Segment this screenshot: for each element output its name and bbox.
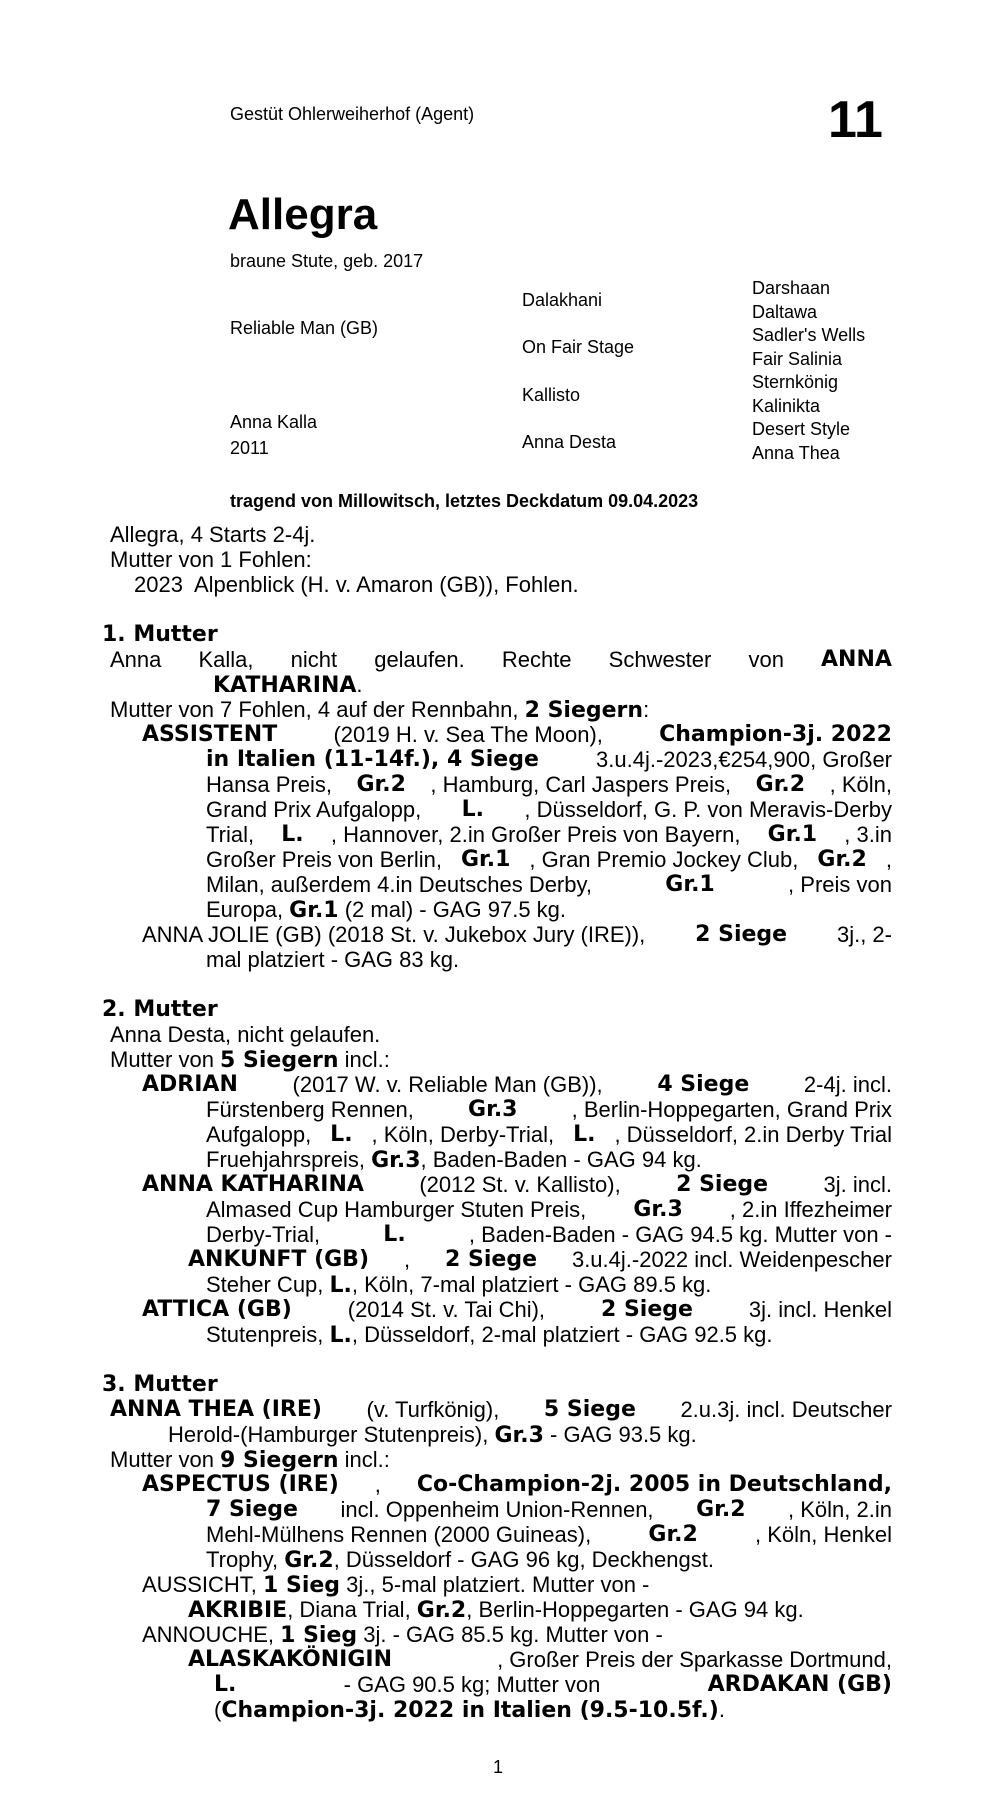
pedigree-dam-dam: Anna Desta xyxy=(522,432,617,452)
race-record: Allegra, 4 Starts 2-4j. xyxy=(110,522,316,547)
pedigree-sire-sire: Dalakhani xyxy=(522,290,603,310)
aussicht-line xyxy=(142,1572,649,1598)
text: , Baden-Baden - GAG 94.5 kg. Mutter von - xyxy=(468,1222,892,1247)
text: 9 Siegern xyxy=(220,1448,339,1473)
text: L. xyxy=(329,1323,352,1348)
text: (2 mal) - GAG 97.5 kg. xyxy=(338,897,567,922)
text: , 2.in Iffezheimer xyxy=(729,1197,892,1222)
anna-katharina-line1 xyxy=(142,1172,892,1197)
anna-thea-line2 xyxy=(168,1422,697,1448)
text: , Preis von xyxy=(788,872,892,897)
text: 7 Siege xyxy=(206,1497,298,1522)
pedigree-g3-3: Sadler's Wells xyxy=(752,325,866,345)
assistent-line1 xyxy=(142,722,892,747)
text: ARDAKAN (GB) xyxy=(707,1672,892,1697)
dam1-line1 xyxy=(110,647,892,672)
text: ANKUNFT (GB) xyxy=(188,1247,370,1272)
pedigree-g3-8: Anna Thea xyxy=(752,443,840,463)
text: Almased Cup Hamburger Stuten Preis, xyxy=(206,1197,587,1222)
assistent-line5 xyxy=(206,822,892,847)
pedigree-sire: Reliable Man (GB) xyxy=(230,318,379,338)
text: , Köln, Henkel xyxy=(755,1522,892,1547)
text: , Köln, 7-mal platziert - GAG 89.5 kg. xyxy=(351,1272,712,1297)
word: nicht xyxy=(290,647,338,672)
text: Gr.1 xyxy=(665,872,715,897)
text: ANNA JOLIE (GB) (2018 St. v. Jukebox Jury (IRE)), xyxy=(142,922,646,947)
text: : xyxy=(643,697,650,722)
text: 3j. - GAG 85.5 kg. Mutter von - xyxy=(357,1622,663,1647)
pedigree-g3-2: Daltawa xyxy=(752,302,818,322)
assistent-line7 xyxy=(206,872,892,897)
text: , Köln, 2.in xyxy=(788,1497,892,1522)
text: Gr.2 xyxy=(696,1497,746,1522)
text: Gr.2 xyxy=(356,772,406,797)
horse-description: braune Stute, geb. 2017 xyxy=(230,251,424,271)
foals-line: Mutter von 1 Fohlen: xyxy=(110,547,312,572)
word: gelaufen. xyxy=(374,647,465,672)
text: L. xyxy=(573,1122,596,1147)
pedigree-dam-sire: Kallisto xyxy=(522,385,581,405)
anna-katharina-line3 xyxy=(206,1222,892,1247)
text: Herold-(Hamburger Stutenpreis), xyxy=(168,1422,495,1447)
foal-2023: 2023 Alpenblick (H. v. Amaron (GB)), Fohlen. xyxy=(134,572,579,597)
word: Anna xyxy=(110,647,162,672)
section-heading-dam1: 1. Mutter xyxy=(102,622,218,647)
text: 2 Siege xyxy=(600,1297,693,1322)
horse-name: Allegra xyxy=(228,190,378,239)
text: incl.: xyxy=(338,1447,390,1472)
pedigree-g3-4: Fair Salinia xyxy=(752,349,843,369)
text: Gr.3 xyxy=(468,1097,518,1122)
text: Gr.2 xyxy=(648,1522,698,1547)
anna-jolie-line2: mal platziert - GAG 83 kg. xyxy=(206,947,460,972)
text: - GAG 93.5 kg. xyxy=(543,1422,697,1447)
punct: . xyxy=(356,672,363,697)
text: incl. Oppenheim Union-Rennen, xyxy=(340,1497,654,1522)
text: Fruehjahrspreis, xyxy=(206,1147,372,1172)
anna-jolie-line1 xyxy=(142,922,892,947)
text: 3j., 5-mal platziert. Mutter von - xyxy=(340,1572,650,1597)
text: , Düsseldorf, 2-mal platziert - GAG 92.5 kg. xyxy=(351,1322,773,1347)
pedigree-sire-dam: On Fair Stage xyxy=(522,337,635,357)
attica-line2 xyxy=(206,1322,773,1348)
text: 2-4j. incl. xyxy=(803,1072,892,1097)
text: , Großer Preis der Sparkasse Dortmund, xyxy=(497,1647,892,1672)
word: von xyxy=(748,647,784,672)
text: 5 Siege xyxy=(543,1397,636,1422)
text: 3j. incl. Henkel xyxy=(748,1297,892,1322)
text: 2.u.3j. incl. Deutscher xyxy=(680,1397,892,1422)
text: 2 Siege xyxy=(445,1247,537,1272)
text: , Düsseldorf, G. P. von Meravis-Derby xyxy=(524,797,892,822)
text: 3.u.4j.-2023,€254,900, Großer xyxy=(596,747,892,772)
text: , Gran Premio Jockey Club, xyxy=(529,847,799,872)
pedigree-g3-1: Darshaan xyxy=(752,278,831,298)
page-number: 1 xyxy=(493,1757,504,1777)
pedigree-g3-7: Desert Style xyxy=(752,419,851,439)
text: Mutter von xyxy=(110,1047,221,1072)
text: (v. Turfkönig), xyxy=(366,1397,500,1422)
ankunft-line1 xyxy=(188,1247,892,1272)
sibling-name: KATHARINA xyxy=(213,673,357,698)
text: 3.u.4j.-2022 incl. Weidenpescher xyxy=(571,1247,892,1272)
alaskakoenigin-line2 xyxy=(214,1672,892,1697)
aspectus-line2 xyxy=(206,1497,892,1522)
text: Mutter von xyxy=(110,1447,221,1472)
text: (2019 H. v. Sea The Moon), xyxy=(333,722,603,747)
pedigree-dam-year: 2011 xyxy=(230,438,269,458)
text: , Hamburg, Carl Jaspers Preis, xyxy=(430,772,732,797)
text: Gr.2 xyxy=(755,772,806,797)
text: ADRIAN xyxy=(142,1072,238,1097)
assistent-line3 xyxy=(206,772,892,797)
text: L. xyxy=(281,822,304,847)
text: L. xyxy=(383,1222,406,1247)
lot-number: 11 xyxy=(828,91,883,149)
dam2-produce-line xyxy=(110,1047,390,1073)
text: Co-Champion-2j. 2005 in Deutschland, xyxy=(416,1472,892,1497)
consignor: Gestüt Ohlerweiherhof (Agent) xyxy=(230,104,475,124)
text: , xyxy=(885,847,892,872)
text: Trophy, xyxy=(206,1547,285,1572)
text: Gr.1 xyxy=(289,898,339,923)
text: 3j. incl. xyxy=(823,1172,892,1197)
text: Europa, xyxy=(206,897,290,922)
text: Gr.3 xyxy=(494,1423,544,1448)
alaskakoenigin-line3 xyxy=(214,1697,725,1723)
dam2-line1: Anna Desta, nicht gelaufen. xyxy=(110,1022,381,1047)
text: Gr.1 xyxy=(767,822,818,847)
text: , Hannover, 2.in Großer Preis von Bayern, xyxy=(330,822,741,847)
text: , Berlin-Hoppegarten - GAG 94 kg. xyxy=(466,1597,804,1622)
text: Aufgalopp, xyxy=(206,1122,312,1147)
text: , Düsseldorf - GAG 96 kg, Deckhengst. xyxy=(333,1547,714,1572)
adrian-line2 xyxy=(206,1097,892,1122)
text: , 3.in xyxy=(844,822,892,847)
text: ASSISTENT xyxy=(142,722,278,747)
anna-thea-line1 xyxy=(110,1397,892,1422)
text: , Köln, Derby-Trial, xyxy=(371,1122,555,1147)
text: 2 Siege xyxy=(695,922,788,947)
text: L. xyxy=(330,1122,353,1147)
text: 3j., 2- xyxy=(836,922,892,947)
text: Fürstenberg Rennen, xyxy=(206,1097,414,1122)
alaskakoenigin-line1 xyxy=(188,1647,892,1672)
text: (2017 W. v. Reliable Man (GB)), xyxy=(292,1072,603,1097)
text: Derby-Trial, xyxy=(206,1222,321,1247)
text: ANNA KATHARINA xyxy=(142,1172,364,1197)
text: Gr.2 xyxy=(284,1548,334,1573)
text: , xyxy=(374,1472,381,1497)
text: 2 Siege xyxy=(676,1172,769,1197)
text: (2014 St. v. Tai Chi), xyxy=(347,1297,546,1322)
text: , Berlin-Hoppegarten, Grand Prix xyxy=(571,1097,892,1122)
text: Steher Cup, xyxy=(206,1272,330,1297)
text: , Köln, xyxy=(829,772,892,797)
pedigree-g3-6: Kalinikta xyxy=(752,396,821,416)
word: Rechte xyxy=(501,647,572,672)
ankunft-line2 xyxy=(206,1272,711,1298)
adrian-line4 xyxy=(206,1147,702,1173)
text: Mehl-Mülhens Rennen (2000 Guineas), xyxy=(206,1522,592,1547)
text: , Baden-Baden - GAG 94 kg. xyxy=(420,1147,702,1172)
aspectus-line1 xyxy=(142,1472,892,1497)
section-heading-dam3: 3. Mutter xyxy=(102,1372,218,1397)
dam1-line2 xyxy=(213,672,363,698)
text: ANNOUCHE, xyxy=(142,1622,281,1647)
text: ( xyxy=(214,1697,222,1722)
pedigree-dam: Anna Kalla xyxy=(230,412,318,432)
text: L. xyxy=(329,1273,352,1298)
text: , xyxy=(403,1247,411,1272)
word: Schwester xyxy=(608,647,712,672)
text: in Italien (11-14f.), 4 Siege xyxy=(206,747,539,772)
word: ANNA xyxy=(821,647,892,672)
text: incl.: xyxy=(338,1047,390,1072)
text: Stutenpreis, xyxy=(206,1322,330,1347)
word: Kalla, xyxy=(198,647,254,672)
text: Grand Prix Aufgalopp, xyxy=(206,797,422,822)
text: 2 Siegern xyxy=(524,698,644,723)
text: , Düsseldorf, 2.in Derby Trial xyxy=(614,1122,892,1147)
aspectus-line3 xyxy=(206,1522,892,1547)
text: ASPECTUS (IRE) xyxy=(142,1472,339,1497)
text: Hansa Preis, xyxy=(206,772,332,797)
assistent-line4 xyxy=(206,797,892,822)
text: ALASKAKÖNIGIN xyxy=(188,1647,393,1672)
text: AUSSICHT, xyxy=(142,1572,264,1597)
text: L. xyxy=(461,797,485,822)
text: Gr.3 xyxy=(371,1148,421,1173)
text: Mutter von 7 Fohlen, 4 auf der Rennbahn, xyxy=(110,697,525,722)
aspectus-line4 xyxy=(206,1547,714,1573)
text: 4 Siege xyxy=(657,1072,750,1097)
assistent-line8 xyxy=(206,897,566,923)
akribie-line xyxy=(188,1597,804,1623)
text: 1 Sieg xyxy=(280,1623,358,1648)
anna-katharina-line2 xyxy=(206,1197,892,1222)
dam3-produce-line xyxy=(110,1447,390,1473)
text: Gr.3 xyxy=(633,1197,683,1222)
text: ATTICA (GB) xyxy=(142,1297,292,1322)
text: 5 Siegern xyxy=(220,1048,339,1073)
dam1-produce-line xyxy=(110,697,649,723)
text: AKRIBIE xyxy=(188,1598,288,1623)
text: Champion-3j. 2022 in Italien (9.5-10.5f.) xyxy=(221,1698,719,1723)
pedigree-g3-5: Sternkönig xyxy=(752,372,839,392)
text: Milan, außerdem 4.in Deutsches Derby, xyxy=(206,872,592,897)
text: Champion-3j. 2022 xyxy=(659,722,892,747)
attica-line1 xyxy=(142,1297,892,1322)
annouche-line xyxy=(142,1622,663,1648)
adrian-line3 xyxy=(206,1122,892,1147)
text: - GAG 90.5 kg; Mutter von xyxy=(343,1672,601,1697)
text: Gr.2 xyxy=(817,847,867,872)
adrian-line1 xyxy=(142,1072,892,1097)
text: Großer Preis von Berlin, xyxy=(206,847,442,872)
text: Trial, xyxy=(206,822,255,847)
text: , Diana Trial, xyxy=(287,1597,417,1622)
text: (2012 St. v. Kallisto), xyxy=(419,1172,621,1197)
covering-info: tragend von Millowitsch, letztes Deckdatum 09.04.2023 xyxy=(230,491,699,511)
section-heading-dam2: 2. Mutter xyxy=(102,997,218,1022)
text: Gr.1 xyxy=(460,847,511,872)
assistent-line2 xyxy=(206,747,892,772)
assistent-line6 xyxy=(206,847,892,872)
text: 1 Sieg xyxy=(263,1573,341,1598)
text: ANNA THEA (IRE) xyxy=(110,1397,322,1422)
text: . xyxy=(718,1697,725,1722)
text: L. xyxy=(214,1672,237,1697)
text: Gr.2 xyxy=(416,1598,467,1623)
